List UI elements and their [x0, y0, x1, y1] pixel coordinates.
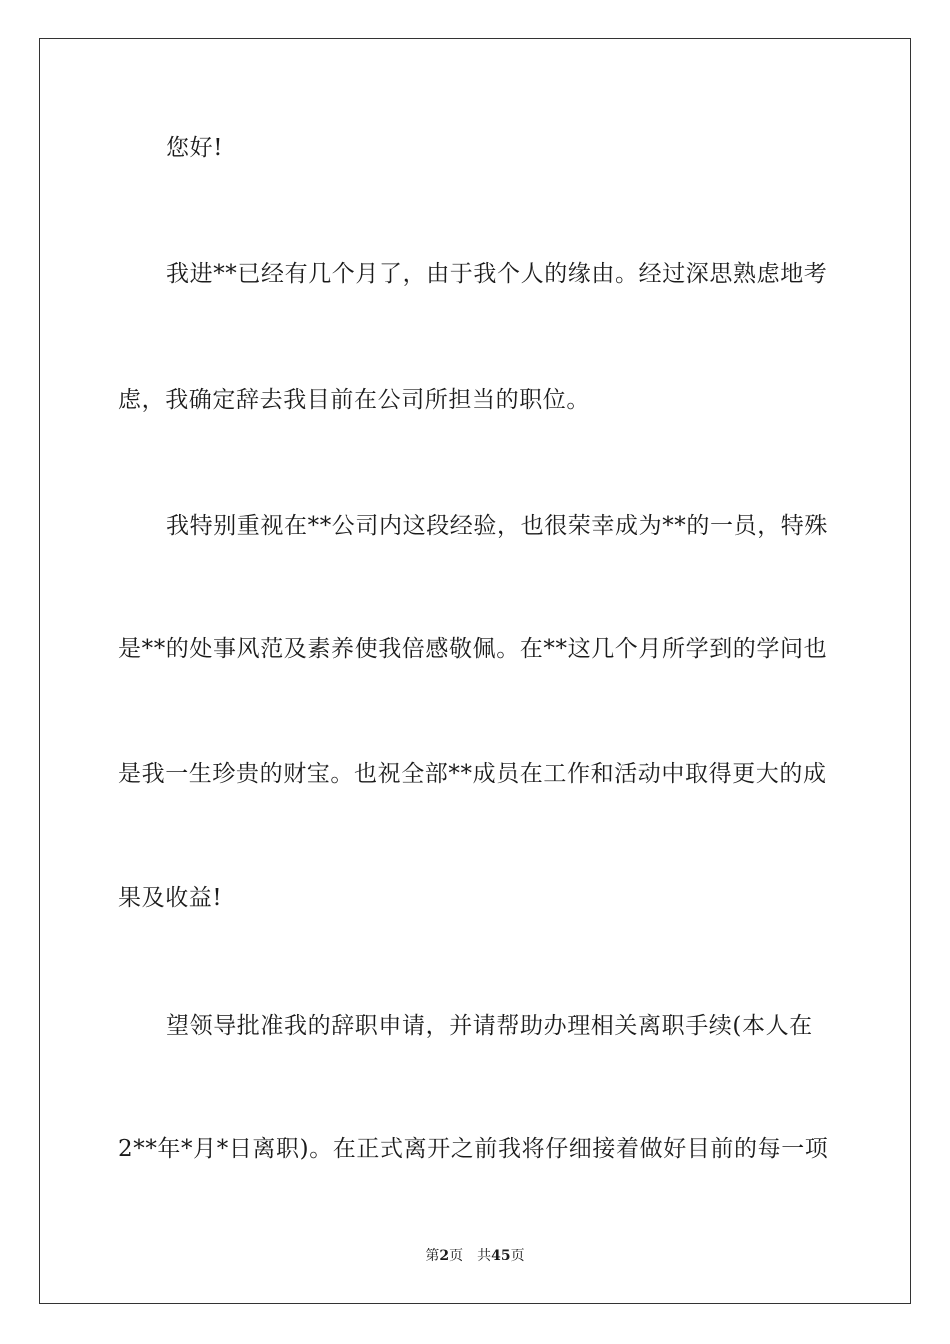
text-line-7: 果及收益!	[118, 885, 223, 911]
text-line-4: 我特别重视在**公司内这段经验，也很荣幸成为**的一员，特殊	[166, 513, 828, 539]
page-footer	[0, 1246, 950, 1266]
text-line-3: 虑，我确定辞去我目前在公司所担当的职位。	[118, 387, 590, 413]
text-line-1: 您好!	[166, 135, 224, 161]
text-line-9: 2**年*月*日离职)。在正式离开之前我将仔细接着做好目前的每一项	[118, 1136, 829, 1162]
footer-page-total: 45	[491, 1248, 511, 1264]
text-line-5: 是**的处事风范及素养使我倍感敬佩。在**这几个月所学到的学问也	[118, 636, 828, 662]
page-border	[39, 38, 911, 1304]
footer-page-current: 2	[439, 1248, 450, 1264]
footer-page-suffix: 页	[449, 1248, 464, 1264]
text-line-8: 望领导批准我的辞职申请，并请帮助办理相关离职手续(本人在	[166, 1013, 813, 1039]
footer-total-prefix: 共	[477, 1248, 492, 1264]
footer-page-prefix: 第	[425, 1248, 440, 1264]
text-line-2: 我进**已经有几个月了，由于我个人的缘由。经过深思熟虑地考	[166, 261, 828, 287]
text-line-6: 是我一生珍贵的财宝。也祝全部**成员在工作和活动中取得更大的成	[118, 761, 827, 787]
footer-total-suffix: 页	[510, 1248, 525, 1264]
